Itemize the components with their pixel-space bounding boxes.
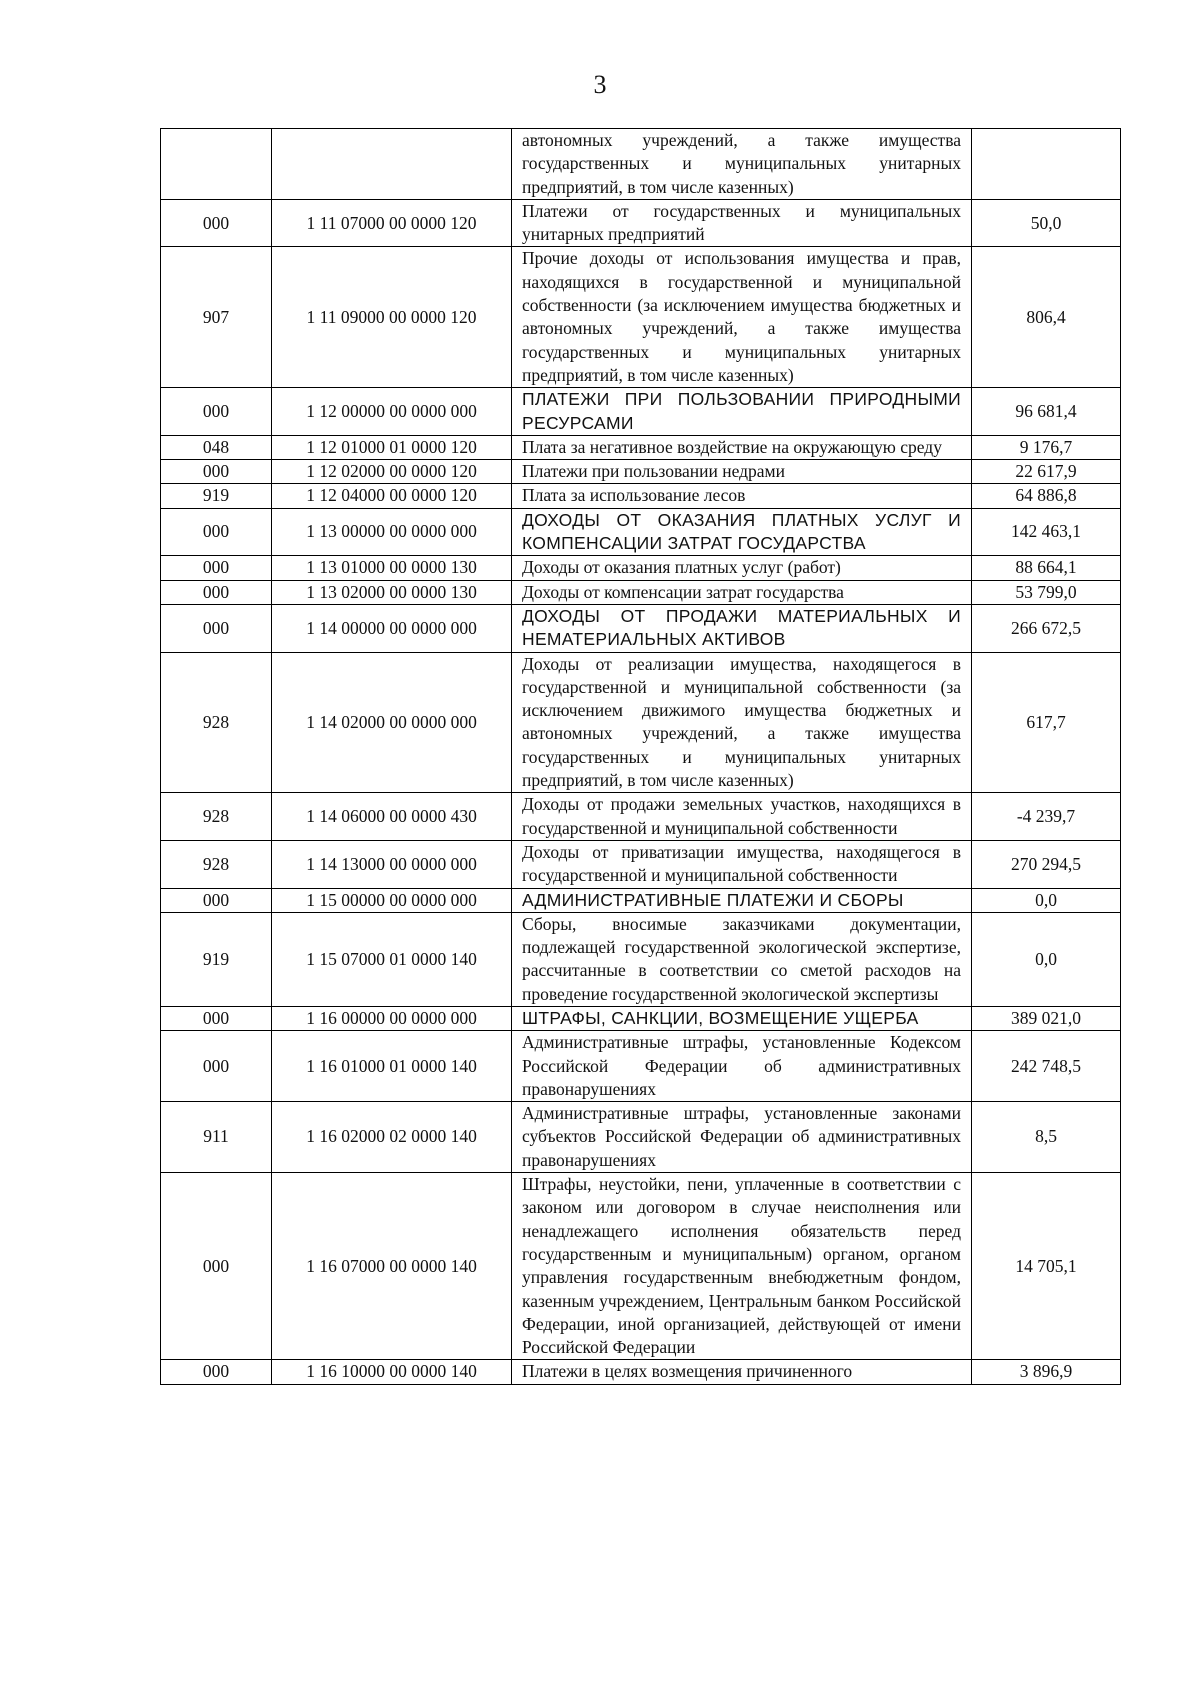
table-row xyxy=(161,460,1121,484)
budget-code-cell: 1 12 02000 00 0000 120 xyxy=(272,460,512,484)
table-row xyxy=(161,199,1121,247)
amount-cell: 3 896,9 xyxy=(972,1360,1121,1384)
table-row xyxy=(161,1031,1121,1102)
revenue-name-cell: Платежи в целях возмещения причиненного xyxy=(512,1360,972,1384)
table-row xyxy=(161,556,1121,580)
table-row xyxy=(161,247,1121,388)
amount-cell: 8,5 xyxy=(972,1102,1121,1173)
revenue-name-cell: Административные штрафы, установленные Кодексом Российской Федерации об административных правонарушениях xyxy=(512,1031,972,1102)
table-row xyxy=(161,1102,1121,1173)
table-row xyxy=(161,912,1121,1006)
amount-cell: 14 705,1 xyxy=(972,1173,1121,1360)
budget-code-cell: 1 13 02000 00 0000 130 xyxy=(272,580,512,604)
budget-code-cell xyxy=(272,129,512,200)
budget-code-cell: 1 15 00000 00 0000 000 xyxy=(272,888,512,912)
amount-cell: -4 239,7 xyxy=(972,793,1121,841)
table-row xyxy=(161,1006,1121,1030)
admin-code-cell: 000 xyxy=(161,199,272,247)
table-row xyxy=(161,388,1121,436)
revenue-name-cell: ДОХОДЫ ОТ ОКАЗАНИЯ ПЛАТНЫХ УСЛУГ И КОМПЕНСАЦИИ ЗАТРАТ ГОСУДАРСТВА xyxy=(512,508,972,556)
table-row xyxy=(161,604,1121,652)
budget-code-cell: 1 12 04000 00 0000 120 xyxy=(272,484,512,508)
revenue-name-cell: Сборы, вносимые заказчиками документации, подлежащей государственной экологической экспертизе, рассчитанные в соответствии со сметой расходов на проведение государственной экологической экспертизы xyxy=(512,912,972,1006)
amount-cell xyxy=(972,129,1121,200)
revenue-name-cell: ДОХОДЫ ОТ ПРОДАЖИ МАТЕРИАЛЬНЫХ И НЕМАТЕРИАЛЬНЫХ АКТИВОВ xyxy=(512,604,972,652)
budget-code-cell: 1 15 07000 01 0000 140 xyxy=(272,912,512,1006)
admin-code-cell: 907 xyxy=(161,247,272,388)
admin-code-cell: 000 xyxy=(161,1360,272,1384)
revenue-name-cell: Доходы от компенсации затрат государства xyxy=(512,580,972,604)
revenue-table-body xyxy=(161,129,1121,1385)
admin-code-cell xyxy=(161,129,272,200)
revenue-name-cell: АДМИНИСТРАТИВНЫЕ ПЛАТЕЖИ И СБОРЫ xyxy=(512,888,972,912)
amount-cell: 22 617,9 xyxy=(972,460,1121,484)
revenue-name-cell: ПЛАТЕЖИ ПРИ ПОЛЬЗОВАНИИ ПРИРОДНЫМИ РЕСУРСАМИ xyxy=(512,388,972,436)
table-row xyxy=(161,652,1121,793)
admin-code-cell: 919 xyxy=(161,484,272,508)
revenue-name-cell: Плата за негативное воздействие на окружающую среду xyxy=(512,435,972,459)
budget-code-cell: 1 13 00000 00 0000 000 xyxy=(272,508,512,556)
budget-code-cell: 1 11 09000 00 0000 120 xyxy=(272,247,512,388)
revenue-name-cell: Плата за использование лесов xyxy=(512,484,972,508)
table-row xyxy=(161,129,1121,200)
budget-code-cell: 1 16 07000 00 0000 140 xyxy=(272,1173,512,1360)
budget-code-cell: 1 12 01000 01 0000 120 xyxy=(272,435,512,459)
admin-code-cell: 919 xyxy=(161,912,272,1006)
revenue-name-cell: автономных учреждений, а также имущества государственных и муниципальных унитарных предприятий, в том числе казенных) xyxy=(512,129,972,200)
table-row xyxy=(161,1360,1121,1384)
table-row xyxy=(161,435,1121,459)
amount-cell: 142 463,1 xyxy=(972,508,1121,556)
amount-cell: 50,0 xyxy=(972,199,1121,247)
budget-code-cell: 1 16 02000 02 0000 140 xyxy=(272,1102,512,1173)
budget-code-cell: 1 14 06000 00 0000 430 xyxy=(272,793,512,841)
amount-cell: 389 021,0 xyxy=(972,1006,1121,1030)
budget-code-cell: 1 14 02000 00 0000 000 xyxy=(272,652,512,793)
revenue-name-cell: Доходы от оказания платных услуг (работ) xyxy=(512,556,972,580)
admin-code-cell: 000 xyxy=(161,1006,272,1030)
admin-code-cell: 000 xyxy=(161,888,272,912)
amount-cell: 53 799,0 xyxy=(972,580,1121,604)
admin-code-cell: 928 xyxy=(161,793,272,841)
amount-cell: 242 748,5 xyxy=(972,1031,1121,1102)
amount-cell: 9 176,7 xyxy=(972,435,1121,459)
table-row xyxy=(161,508,1121,556)
admin-code-cell: 000 xyxy=(161,508,272,556)
amount-cell: 0,0 xyxy=(972,888,1121,912)
admin-code-cell: 928 xyxy=(161,840,272,888)
amount-cell: 64 886,8 xyxy=(972,484,1121,508)
table-row xyxy=(161,1173,1121,1360)
admin-code-cell: 000 xyxy=(161,1031,272,1102)
table-row xyxy=(161,484,1121,508)
revenue-name-cell: Прочие доходы от использования имущества и прав, находящихся в государственной и муниципальной собственности (за исключением имущества бюджетных и автономных учреждений, а также имущества государственных и муниципальных унитарных предприятий, в том числе казенных) xyxy=(512,247,972,388)
budget-code-cell: 1 13 01000 00 0000 130 xyxy=(272,556,512,580)
amount-cell: 88 664,1 xyxy=(972,556,1121,580)
admin-code-cell: 000 xyxy=(161,460,272,484)
table-row xyxy=(161,888,1121,912)
amount-cell: 266 672,5 xyxy=(972,604,1121,652)
admin-code-cell: 000 xyxy=(161,580,272,604)
admin-code-cell: 911 xyxy=(161,1102,272,1173)
admin-code-cell: 928 xyxy=(161,652,272,793)
revenue-name-cell: Доходы от реализации имущества, находящегося в государственной и муниципальной собственности (за исключением движимого имущества бюджетных и автономных учреждений, а также имущества государственных и муниципальных унитарных предприятий, в том числе казенных) xyxy=(512,652,972,793)
budget-code-cell: 1 16 01000 01 0000 140 xyxy=(272,1031,512,1102)
admin-code-cell: 000 xyxy=(161,604,272,652)
budget-code-cell: 1 14 00000 00 0000 000 xyxy=(272,604,512,652)
admin-code-cell: 000 xyxy=(161,556,272,580)
revenue-name-cell: Платежи от государственных и муниципальных унитарных предприятий xyxy=(512,199,972,247)
amount-cell: 806,4 xyxy=(972,247,1121,388)
admin-code-cell: 000 xyxy=(161,388,272,436)
revenue-table xyxy=(160,128,1121,1385)
amount-cell: 270 294,5 xyxy=(972,840,1121,888)
budget-code-cell: 1 16 00000 00 0000 000 xyxy=(272,1006,512,1030)
amount-cell: 0,0 xyxy=(972,912,1121,1006)
budget-code-cell: 1 14 13000 00 0000 000 xyxy=(272,840,512,888)
budget-code-cell: 1 16 10000 00 0000 140 xyxy=(272,1360,512,1384)
amount-cell: 96 681,4 xyxy=(972,388,1121,436)
revenue-name-cell: Платежи при пользовании недрами xyxy=(512,460,972,484)
amount-cell: 617,7 xyxy=(972,652,1121,793)
page-number: 3 xyxy=(593,70,607,99)
admin-code-cell: 000 xyxy=(161,1173,272,1360)
revenue-name-cell: Доходы от приватизации имущества, находящегося в государственной и муниципальной собственности xyxy=(512,840,972,888)
budget-code-cell: 1 12 00000 00 0000 000 xyxy=(272,388,512,436)
table-row xyxy=(161,840,1121,888)
revenue-name-cell: Доходы от продажи земельных участков, находящихся в государственной и муниципальной собственности xyxy=(512,793,972,841)
revenue-name-cell: ШТРАФЫ, САНКЦИИ, ВОЗМЕЩЕНИЕ УЩЕРБА xyxy=(512,1006,972,1030)
table-row xyxy=(161,580,1121,604)
table-row xyxy=(161,793,1121,841)
budget-code-cell: 1 11 07000 00 0000 120 xyxy=(272,199,512,247)
revenue-name-cell: Штрафы, неустойки, пени, уплаченные в соответствии с законом или договором в случае неисполнения или ненадлежащего исполнения обязательств перед государственным и муниципальным) органом, органом управления государственным внебюджетным фондом, казенным учреждением, Центральным банком Российской Федерации, иной организацией, действующей от имени Российской Федерации xyxy=(512,1173,972,1360)
admin-code-cell: 048 xyxy=(161,435,272,459)
revenue-name-cell: Административные штрафы, установленные законами субъектов Российской Федерации об административных правонарушениях xyxy=(512,1102,972,1173)
